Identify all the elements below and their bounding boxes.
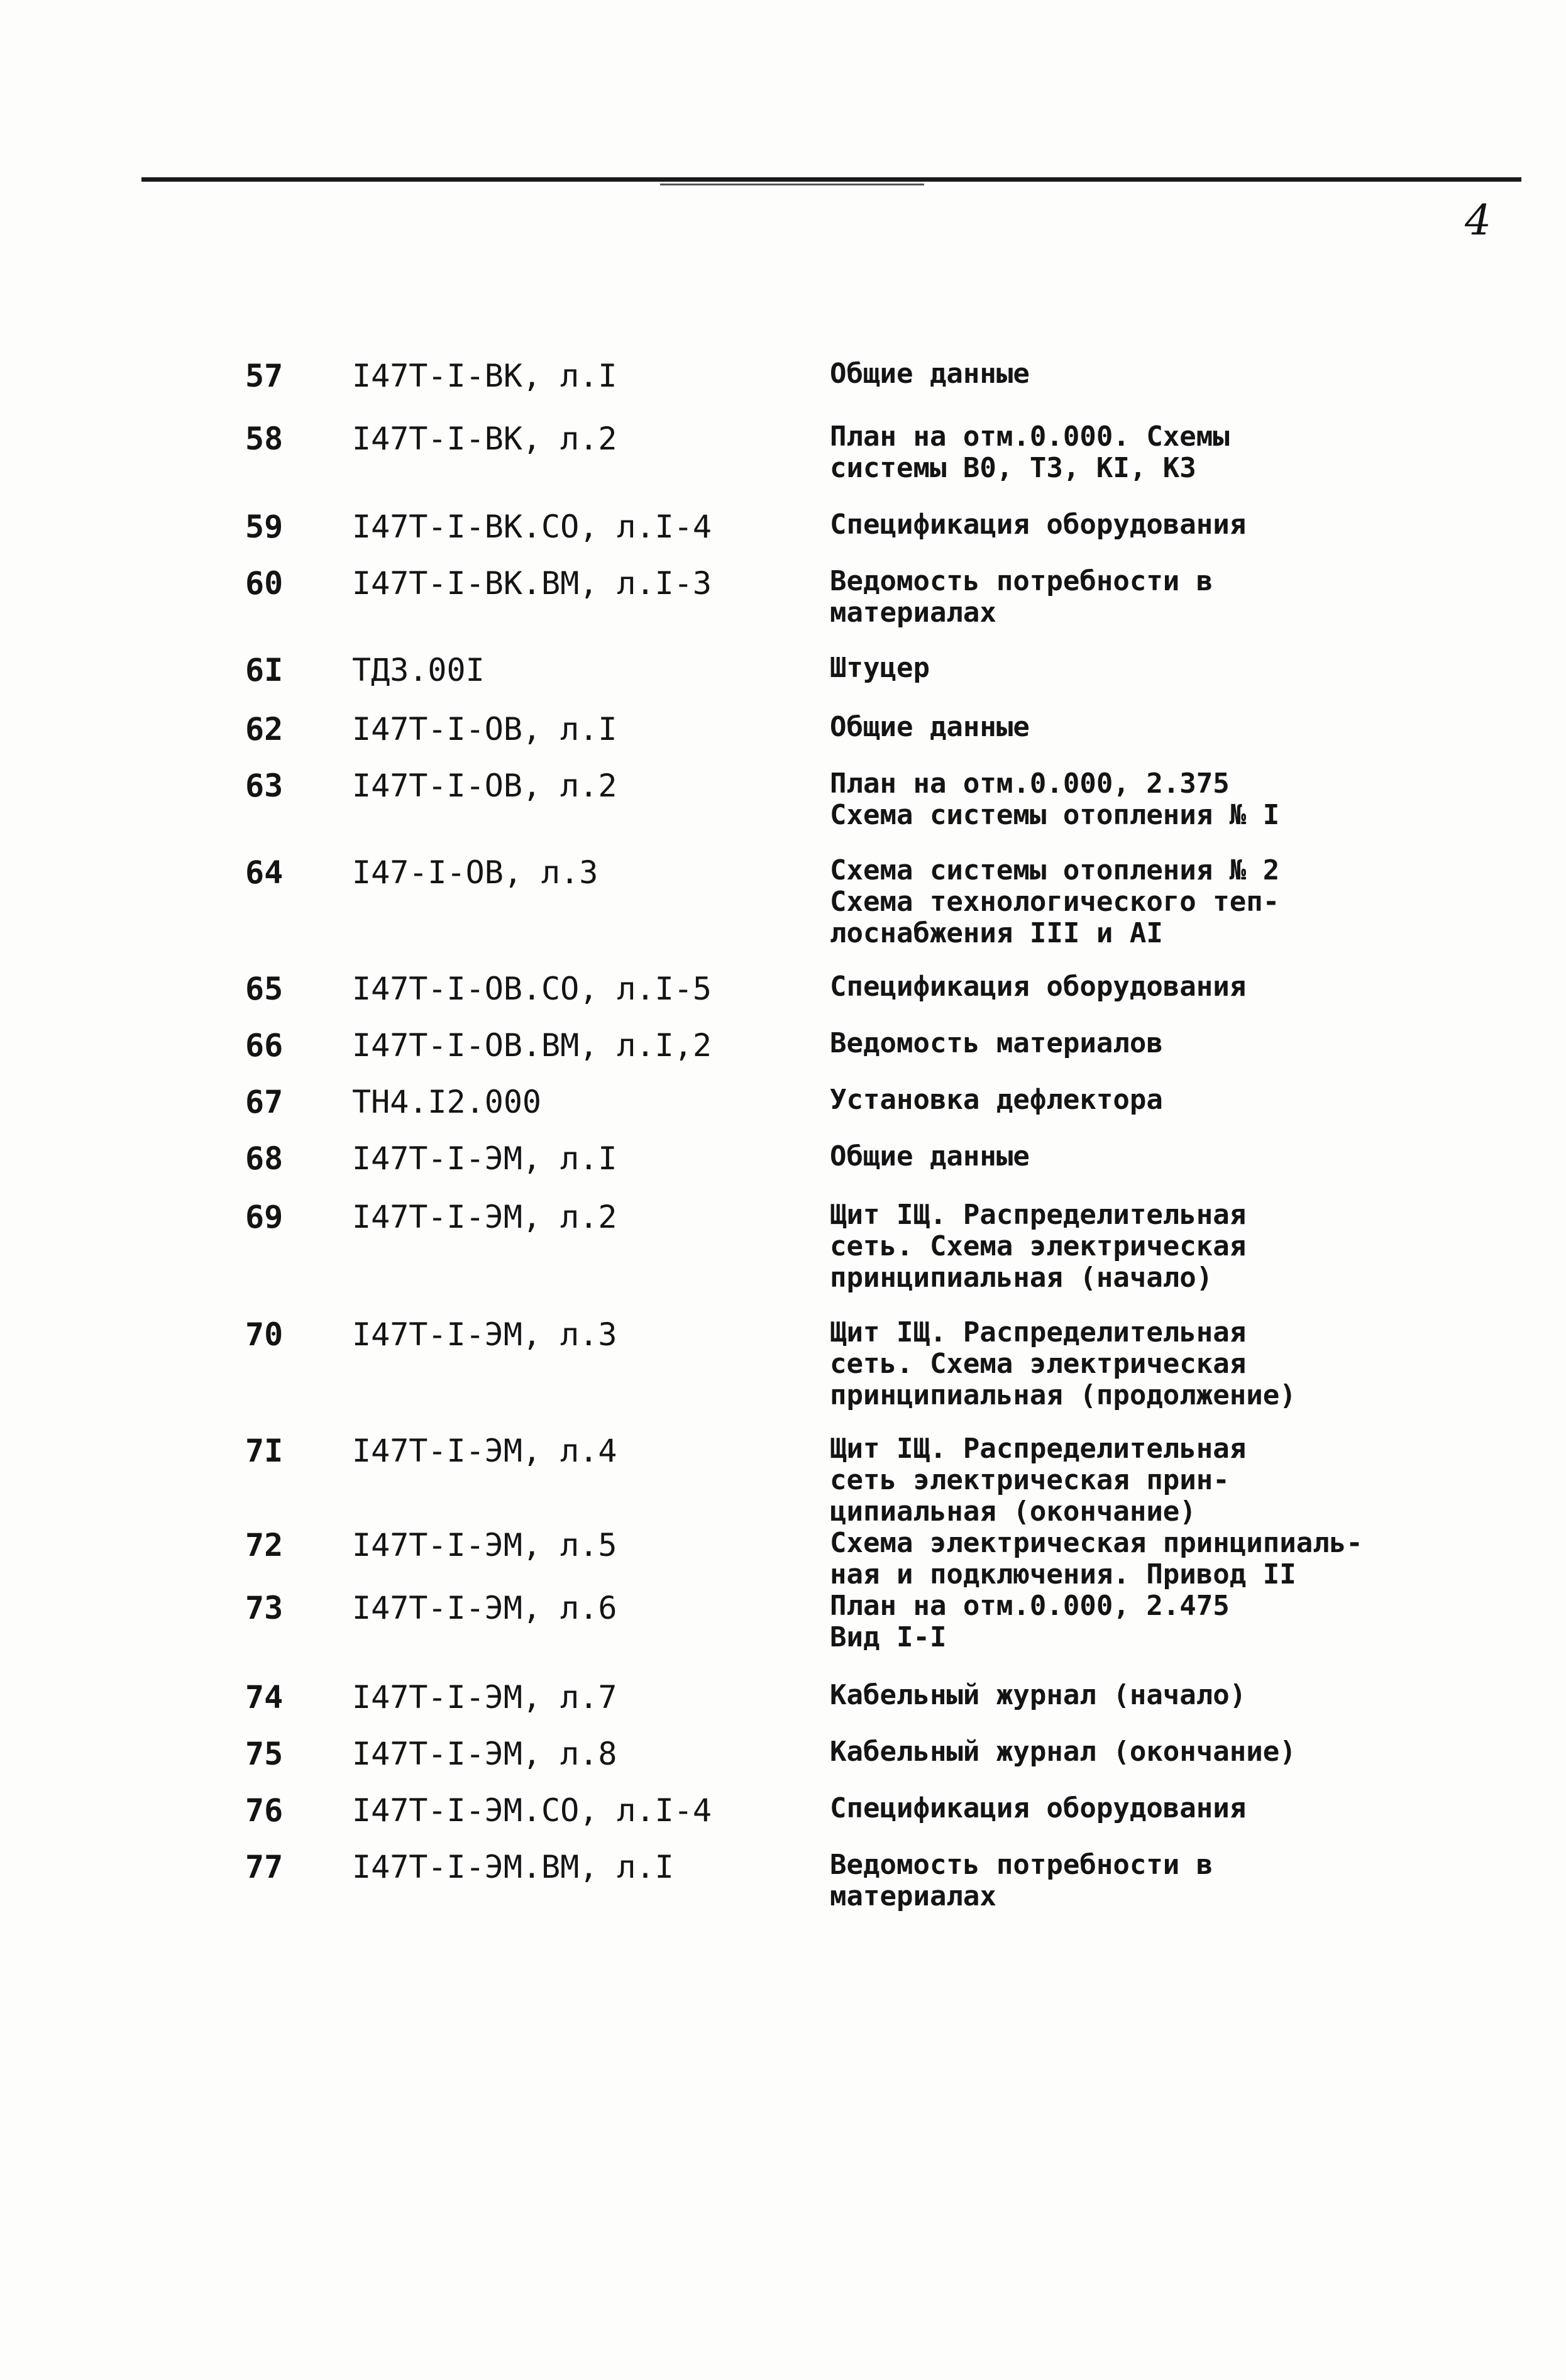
row-code: I47T-I-OB, л.I: [352, 711, 617, 747]
row-number: 75: [245, 1736, 284, 1772]
row-number: 66: [245, 1027, 284, 1064]
row-number: 58: [245, 421, 284, 457]
row-title: Кабельный журнал (начало): [830, 1679, 1247, 1711]
row-code: I47T-I-ЭM, л.I: [352, 1140, 617, 1177]
row-title: Общие данные: [830, 358, 1030, 390]
row-title: Спецификация оборудования: [830, 1792, 1247, 1824]
row-code: ТД3.00I: [352, 652, 485, 688]
row-title: Щит IЩ. Распределительная сеть. Схема электрическая принципиальная (продолжение): [830, 1316, 1296, 1411]
row-number: 60: [245, 565, 284, 602]
row-number: 76: [245, 1792, 284, 1829]
row-number: 74: [245, 1679, 284, 1716]
row-code: I47T-I-ЭM.BM, л.I: [352, 1849, 674, 1885]
row-code: I47T-I-OB, л.2: [352, 768, 617, 804]
row-code: I47T-I-BK.BM, л.I-3: [352, 565, 712, 602]
row-title: Щит IЩ. Распределительная сеть электрическая прин- ципиальная (окончание): [830, 1433, 1247, 1528]
row-code: TH4.I2.000: [352, 1084, 542, 1120]
row-number: 7I: [245, 1433, 284, 1469]
row-number: 69: [245, 1199, 284, 1235]
row-title: План на отм.0.000, 2.475 Вид I-I: [830, 1590, 1230, 1653]
row-title: Спецификация оборудования: [830, 509, 1247, 541]
header-rule-fragment: [660, 184, 924, 185]
row-code: I47T-I-ЭM, л.5: [352, 1527, 617, 1563]
row-title: Кабельный журнал (окончание): [830, 1736, 1296, 1768]
row-code: I47T-I-BK.CO, л.I-4: [352, 509, 712, 545]
row-number: 77: [245, 1849, 284, 1885]
row-title: Ведомость потребности в материалах: [830, 565, 1213, 629]
row-number: 68: [245, 1140, 284, 1177]
row-title: Спецификация оборудования: [830, 971, 1247, 1003]
row-code: I47T-I-ЭM, л.4: [352, 1433, 617, 1469]
row-title: Схема системы отопления № 2 Схема технологического теп- лоснабжения III и AI: [830, 854, 1280, 949]
row-title: Общие данные: [830, 1140, 1030, 1172]
row-title: Ведомость потребности в материалах: [830, 1849, 1213, 1912]
row-title: Ведомость материалов: [830, 1027, 1163, 1059]
row-number: 64: [245, 854, 284, 891]
row-number: 59: [245, 509, 284, 545]
row-title: Штуцер: [830, 652, 930, 684]
row-title: Схема электрическая принципиаль- ная и подключения. Привод II: [830, 1527, 1363, 1590]
row-title: План на отм.0.000. Схемы системы B0, T3, KI, K3: [830, 421, 1230, 484]
row-title: План на отм.0.000, 2.375 Схема системы отопления № I: [830, 768, 1280, 831]
row-code: I47T-I-BK, л.I: [352, 358, 617, 394]
row-code: I47T-I-ЭM, л.6: [352, 1590, 617, 1626]
row-number: 6I: [245, 652, 284, 688]
row-code: I47T-I-BK, л.2: [352, 421, 617, 457]
row-code: I47T-I-ЭM, л.2: [352, 1199, 617, 1235]
row-title: Установка дефлектора: [830, 1084, 1163, 1116]
row-title: Щит IЩ. Распределительная сеть. Схема электрическая принципиальная (начало): [830, 1199, 1247, 1294]
row-number: 65: [245, 971, 284, 1007]
row-number: 62: [245, 711, 284, 747]
page-number: 4: [1465, 196, 1491, 245]
header-rule: [141, 177, 1521, 182]
row-code: I47T-I-ЭM, л.7: [352, 1679, 617, 1716]
row-number: 67: [245, 1084, 284, 1120]
row-code: I47-I-OB, л.3: [352, 854, 598, 891]
row-number: 72: [245, 1527, 284, 1563]
row-title: Общие данные: [830, 711, 1030, 743]
row-code: I47T-I-OB.BM, л.I,2: [352, 1027, 712, 1064]
row-number: 70: [245, 1316, 284, 1353]
row-number: 73: [245, 1590, 284, 1626]
row-code: I47T-I-ЭM.CO, л.I-4: [352, 1792, 712, 1829]
row-code: I47T-I-ЭM, л.8: [352, 1736, 617, 1772]
row-code: I47T-I-OB.CO, л.I-5: [352, 971, 712, 1007]
row-number: 63: [245, 768, 284, 804]
row-number: 57: [245, 358, 284, 394]
row-code: I47T-I-ЭM, л.3: [352, 1316, 617, 1353]
